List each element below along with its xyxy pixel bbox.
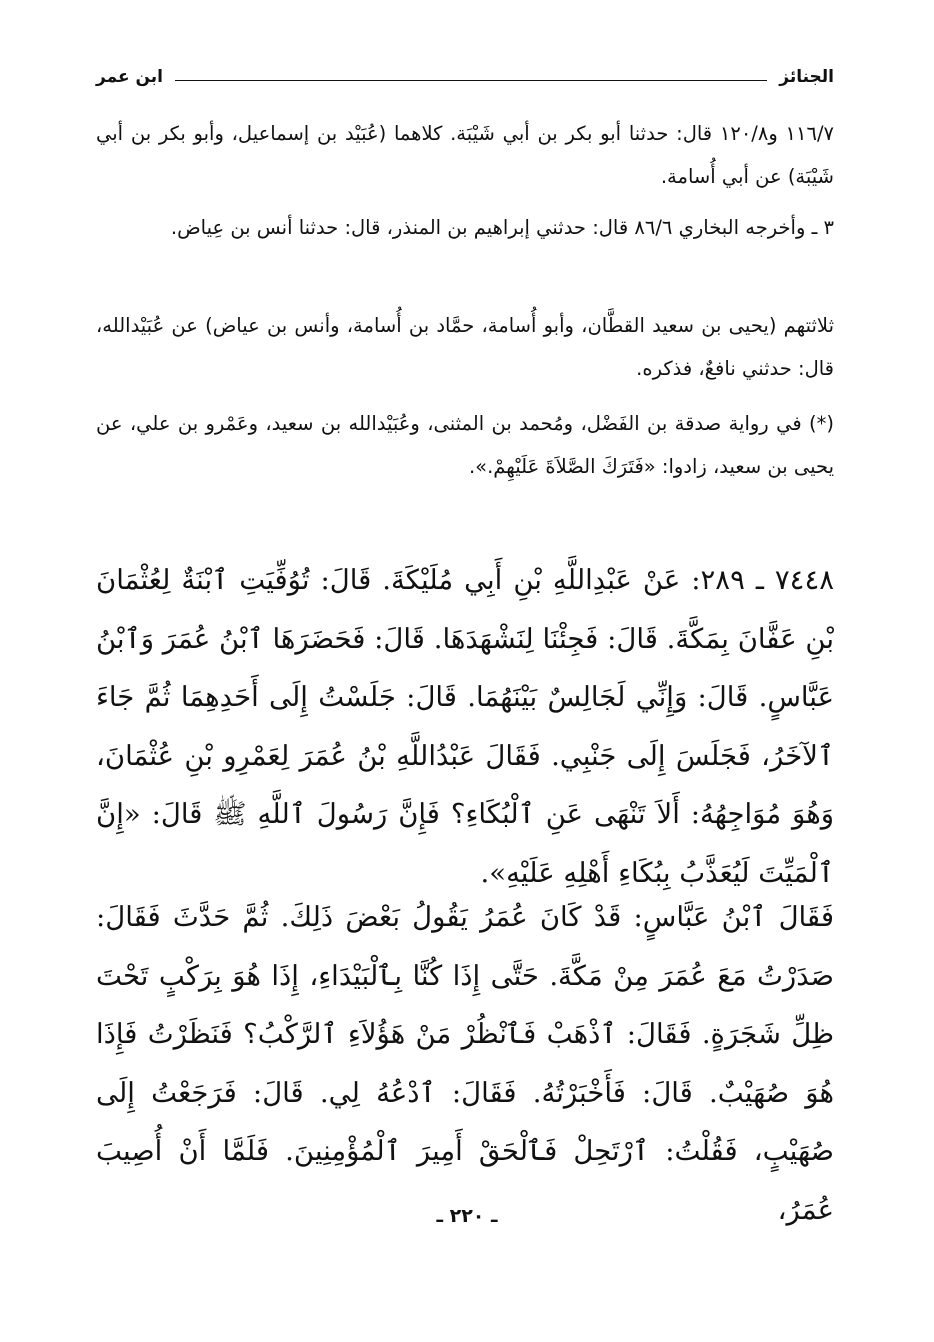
- section-title: ابن عمر: [96, 67, 164, 87]
- footnote-paragraph: ١١٦/٧ و١٢٠/٨ قال: حدثنا أبو بكر بن أبي شَيْبَة. كلاهما (عُبَيْد بن إسماعيل، وأبو بكر بن أبي شَيْبَة) عن أبي أُسامة.: [96, 122, 834, 188]
- footnote-variant: [96, 402, 834, 488]
- hadith-paragraph: فَقَالَ ٱبْنُ عَبَّاسٍ: قَدْ كَانَ عُمَرُ يَقُولُ بَعْضَ ذَلِكَ. ثُمَّ حَدَّثَ فَقَالَ: صَدَرْتُ مَعَ عُمَرَ مِنْ مَكَّةَ. حَتَّى إِذَا كُنَّا بِٱلْبَيْدَاءِ، إِذَا هُوَ بِرَكْبٍ تَحْتَ ظِلِّ شَجَرَةٍ. فَقَالَ: ٱذْهَبْ فَٱنْظُرْ مَنْ هَؤُلاَءِ ٱلرَّكْبُ؟ فَنَظَرْتُ فَإِذَا هُوَ صُهَيْبٌ. قَالَ: فَأَخْبَرْتُهُ. فَقَالَ: ٱدْعُهُ لِي. قَالَ: فَرَجَعْتُ إِلَى صُهَيْبٍ، فَقُلْتُ: ٱرْتَحِلْ فَٱلْحَقْ أَمِيرَ ٱلْمُؤْمِنِينَ. فَلَمَّا أَنْ أُصِيبَ عُمَرُ،: [96, 901, 834, 1226]
- footnote-paragraph: (*) في رواية صدقة بن الفَضْل، ومُحمد بن المثنى، وعُبَيْدالله بن سعيد، وعَمْرو بن علي، عن يحيى بن سعيد، زادوا: «فَتَرَكَ الصَّلاَةَ عَلَيْهِمْ.».: [96, 412, 834, 478]
- page-number: ـ ٢٢٠ ـ: [436, 1205, 498, 1227]
- footnote-paragraph: ثلاثتهم (يحيى بن سعيد القطَّان، وأبو أُسامة، حمَّاد بن أُسامة، وأنس بن عياض) عن عُبَيْدالله، قال: حدثني نافعٌ، فذكره.: [96, 314, 834, 380]
- chapter-title: الجنائز: [779, 67, 834, 87]
- footnote-source-2: [96, 206, 834, 249]
- footnote-narrators: [96, 304, 834, 390]
- hadith-text-2: [96, 888, 834, 1239]
- footnote-source-1: [96, 112, 834, 198]
- running-header: [96, 62, 834, 92]
- hadith-paragraph: ٧٤٤٨ ـ ٢٨٩: عَنْ عَبْدِاللَّهِ بْنِ أَبِي مُلَيْكَةَ. قَالَ: تُوُفِّيَتِ ٱبْنَةٌ لِعُثْمَانَ بْنِ عَفَّانَ بِمَكَّةَ. قَالَ: فَجِئْنَا لِنَشْهَدَهَا. قَالَ: فَحَضَرَهَا ٱبْنُ عُمَرَ وَٱبْنُ عَبَّاسٍ. قَالَ: وَإِنِّي لَجَالِسٌ بَيْنَهُمَا. قَالَ: جَلَسْتُ إِلَى أَحَدِهِمَا ثُمَّ جَاءَ ٱلآخَرُ، فَجَلَسَ إِلَى جَنْبِي. فَقَالَ عَبْدُاللَّهِ بْنُ عُمَرَ لِعَمْرِو بْنِ عُثْمَانَ، وَهُوَ مُوَاجِهُهُ: أَلاَ تَنْهَى عَنِ ٱلْبُكَاءِ؟ فَإِنَّ رَسُولَ ٱللَّهِ ﷺ قَالَ: «إِنَّ ٱلْمَيِّتَ لَيُعَذَّبُ بِبُكَاءِ أَهْلِهِ عَلَيْهِ».: [96, 564, 834, 889]
- footnote-paragraph: ٣ ـ وأخرجه البخاري ٨٦/٦ قال: حدثني إبراهيم بن المنذر، قال: حدثنا أنس بن عِياض.: [170, 216, 834, 239]
- header-rule: [175, 80, 767, 81]
- hadith-text-1: [96, 551, 834, 902]
